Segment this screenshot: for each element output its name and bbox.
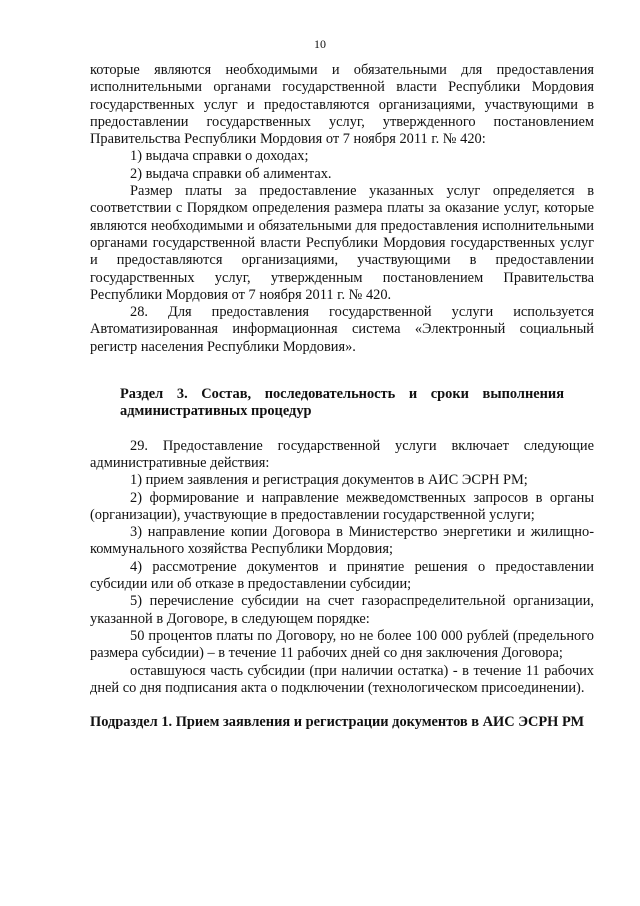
list-item: 5) перечисление субсидии на счет газораспределительной организации, указанной в Договоре, в следующем порядке: [90,593,594,627]
paragraph: 29. Предоставление государственной услуги включает следующие административные действия: [90,437,594,471]
paragraph: 28. Для предоставления государственной услуги используется Автоматизированная информационная система «Электронный социальный регистр населения Республики Мордовия». [90,304,594,355]
list-item: 1) прием заявления и регистрация документов в АИС ЭСРН РМ; [130,472,528,489]
list-item: 2) выдача справки об алиментах. [130,165,332,182]
list-item: 4) рассмотрение документов и принятие решения о предоставлении субсидии или об отказе в предоставлении субсидии; [90,558,594,593]
section-heading: Раздел 3. Состав, последовательность и сроки выполнения административных процедур [120,386,564,420]
paragraph: оставшуюся часть субсидии (при наличии остатка) - в течение 11 рабочих дней со дня подписания акта о подключении (технологическом присоединении). [90,662,594,696]
document-body [90,62,594,731]
subsection-heading: Подраздел 1. Прием заявления и регистрации документов в АИС ЭСРН РМ [90,714,585,731]
paragraph: 50 процентов платы по Договору, но не более 100 000 рублей (предельного размера субсидии) – в течение 11 рабочих дней со дня заключения Договора; [90,627,594,662]
list-item: 3) направление копии Договора в Министерство энергетики и жилищно-коммунального хозяйства Республики Мордовия; [90,524,594,558]
paragraph: которые являются необходимыми и обязательными для предоставления исполнительными органами государственной власти Республики Мордовия государственных услуг и предоставляются организациями, участвующими в предоставлении государственных услуг, утвержденного постановлением Правительства Республики Мордовия от 7 ноября 2011 г. № 420: [90,62,594,148]
list-item: 1) выдача справки о доходах; [130,148,309,165]
page-number: 10 [314,37,326,51]
paragraph: Размер платы за предоставление указанных услуг определяется в соответствии с Порядком определения размера платы за оказание услуг, которые являются необходимыми и обязательными для предоставления исполнительными органами государственной власти Республики Мордовия государственных услуг и предоставляются организациями, участвующими в предоставлении государственных услуг, утвержденным постановлением Правительства Республики Мордовия от 7 ноября 2011 г. № 420. [90,183,594,303]
list-item: 2) формирование и направление межведомственных запросов в органы (организации), участвующие в предоставлении государственной услуги; [90,489,594,523]
